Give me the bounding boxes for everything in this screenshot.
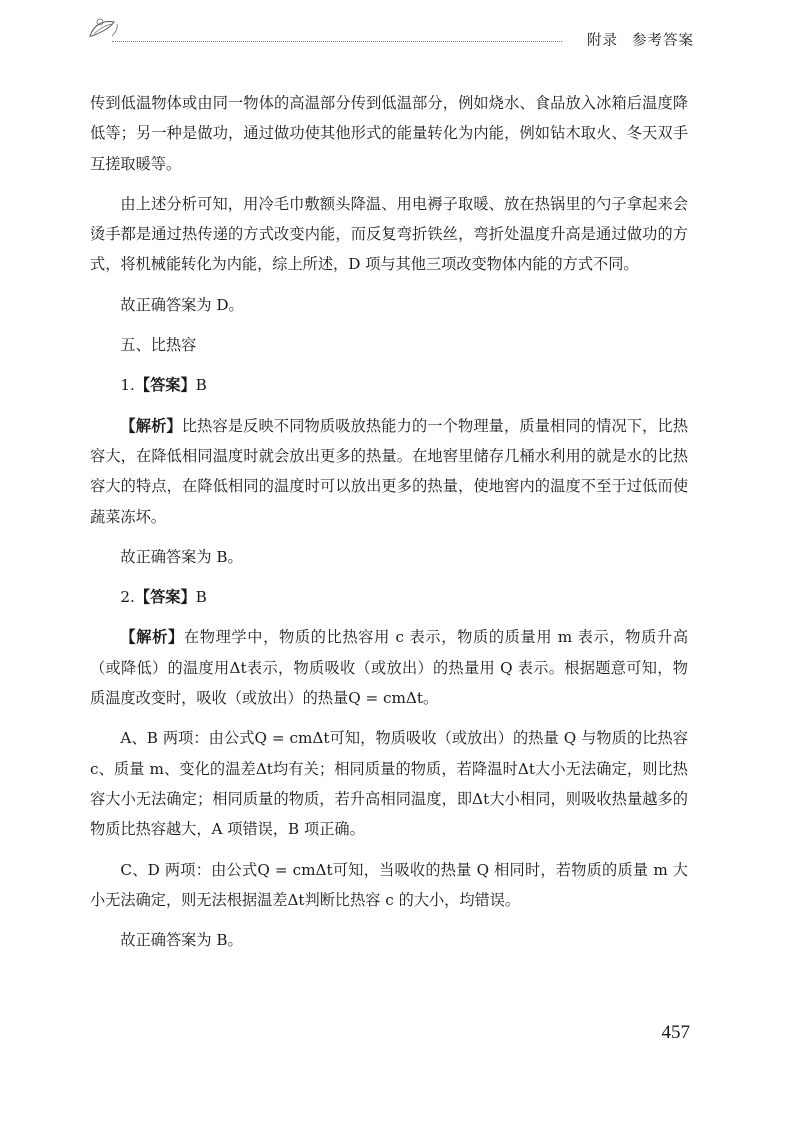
paragraph-continued: 传到低温物体或由同一物体的高温部分传到低温部分，例如烧水、食品放入冰箱后温度降低等；另一种是做功，通过做功使其他形式的能量转化为内能，例如钻木取火、冬天双手互搓取暖等。 <box>90 94 688 173</box>
question-1-analysis <box>90 411 688 532</box>
question-2-conclusion: 故正确答案为 B。 <box>120 931 243 950</box>
page-number: 457 <box>661 1022 690 1043</box>
answer-tag: 【答案】 <box>134 376 196 395</box>
question-1-conclusion: 故正确答案为 B。 <box>120 547 243 566</box>
question-2-answer-value: B <box>195 588 207 607</box>
question-1-answer-value: B <box>195 376 207 395</box>
question-2-options-cd: C、D 两项：由公式Q = cmΔt可知，当吸收的热量 Q 相同时，若物质的质量 m 大小无法确定，则无法根据温差Δt判断比热容 c 的大小，均错误。 <box>90 860 688 909</box>
question-2-number: 2. <box>120 588 135 607</box>
section-heading-specific-heat: 五、比热容 <box>120 336 197 355</box>
page-body <box>90 88 688 955</box>
question-2-answer <box>90 582 688 612</box>
analysis-tag: 【解析】 <box>120 628 184 647</box>
question-1-answer <box>90 370 688 400</box>
analysis-tag: 【解析】 <box>120 416 182 435</box>
paragraph-summary: 由上述分析可知，用冷毛巾敷额头降温、用电褥子取暖、放在热锅里的勺子拿起来会烫手都是通过热传递的方式改变内能，而反复弯折铁丝，弯折处温度升高是通过做功的方式，将机械能转化为内能，综上所述，D 项与其他三项改变物体内能的方式不同。 <box>90 194 688 274</box>
running-header <box>587 29 694 50</box>
leaf-ornament-icon <box>86 14 122 44</box>
question-2-analysis <box>90 622 688 713</box>
header-section: 附录 <box>587 33 618 49</box>
answer-tag: 【答案】 <box>134 588 196 607</box>
question-2-analysis-text: 在物理学中，物质的比热容用 c 表示，物质的质量用 m 表示，物质升高（或降低）的温度用Δt表示，物质吸收（或放出）的热量用 Q 表示。根据题意可知，物质温度改变时，吸收（或放出）的热量Q = cmΔt。 <box>90 628 689 708</box>
question-1-analysis-text: 比热容是反映不同物质吸放热能力的一个物理量，质量相同的情况下，比热容大，在降低相同温度时就会放出更多的热量。在地窖里储存几桶水利用的就是水的比热容大的特点，在降低相同的温度时可以放出更多的热量，使地窖内的温度不至于过低而使蔬菜冻坏。 <box>90 416 689 526</box>
question-1-number: 1. <box>120 376 135 395</box>
header-dotted-rule <box>112 41 562 42</box>
conclusion-d: 故正确答案为 D。 <box>120 295 244 314</box>
question-2-options-ab: A、B 两项：由公式Q = cmΔt可知，物质吸收（或放出）的热量 Q 与物质的比热容 c、质量 m、变化的温差Δt均有关；相同质量的物质，若降温时Δt大小无法确定，则比热容大小无法确定；相同质量的物质，若升高相同温度，即Δt大小相同，则吸收热量越多的物质比热容越大，A 项错误，B 项正确。 <box>90 729 688 839</box>
header-title: 参考答案 <box>632 33 694 49</box>
